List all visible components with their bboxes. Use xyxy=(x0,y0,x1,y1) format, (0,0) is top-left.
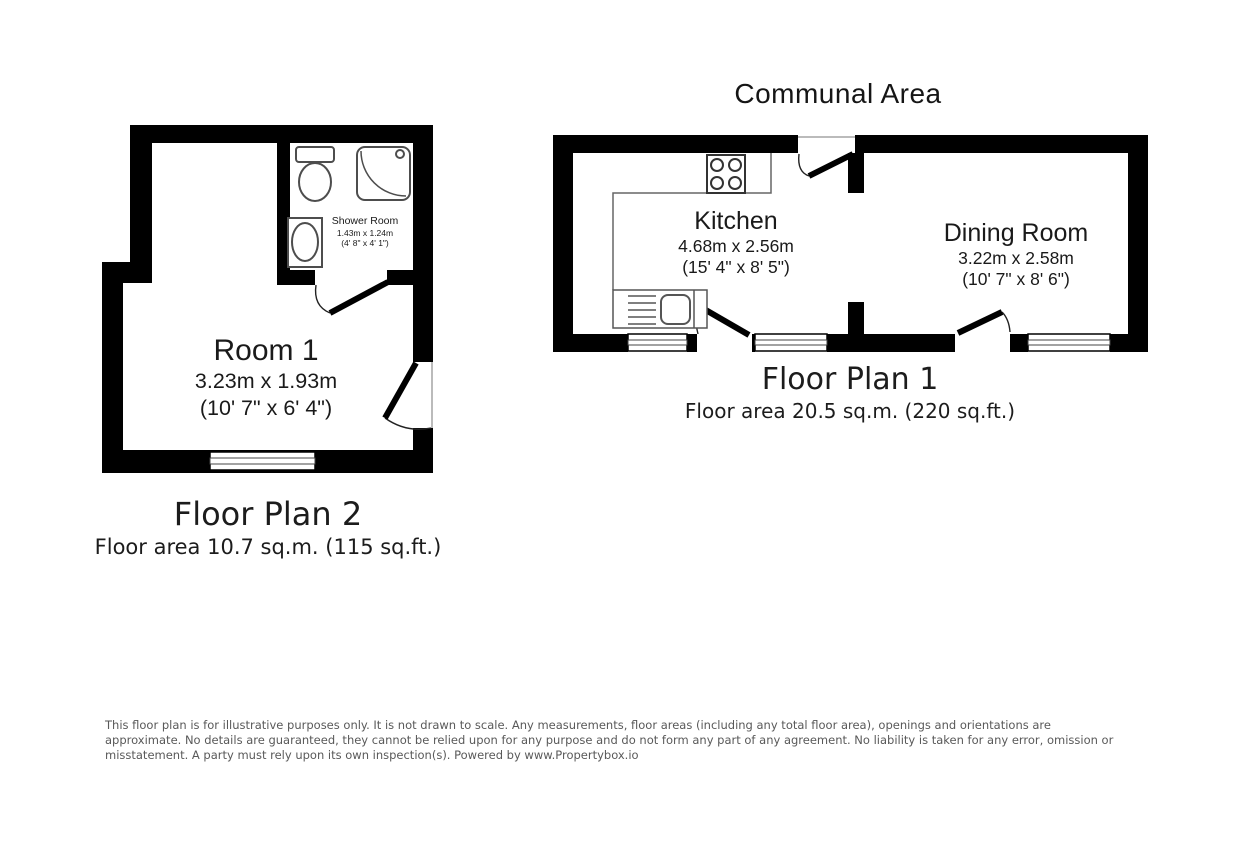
dining-window xyxy=(1028,334,1110,351)
kitchen-top-door xyxy=(799,154,853,176)
shower-room-imperial: (4' 8" x 4' 1") xyxy=(341,238,389,248)
kitchen-name: Kitchen xyxy=(694,207,778,235)
room1-window xyxy=(210,452,315,470)
dining-room-imperial: (10' 7" x 8' 6") xyxy=(962,269,1070,289)
room1-imperial: (10' 7" x 6' 4") xyxy=(199,396,333,420)
disclaimer-line-2: approximate. No details are guaranteed, they cannot be relied upon for any purpose and do not form any part of any agreement. No liability is taken for any error, omission or xyxy=(105,733,1114,747)
basin-icon xyxy=(288,218,322,267)
floor-plan-1-title-block xyxy=(650,362,1050,424)
shower-room-label xyxy=(322,215,408,248)
kitchen-label xyxy=(636,206,836,278)
floor-plan-2-title-block xyxy=(68,494,468,560)
room1-metric: 3.23m x 1.93m xyxy=(194,369,338,393)
floor-plan-2-area: Floor area 10.7 sq.m. (115 sq.ft.) xyxy=(94,535,442,559)
kitchen-window-2 xyxy=(755,334,827,351)
shower-icon xyxy=(357,147,410,200)
dining-room-label xyxy=(916,218,1116,290)
dining-door xyxy=(958,312,1010,333)
dining-room-metric: 3.22m x 2.58m xyxy=(958,248,1074,268)
kitchen-imperial: (15' 4" x 8' 5") xyxy=(682,257,790,277)
hob-icon xyxy=(707,155,745,193)
disclaimer-line-1: This floor plan is for illustrative purposes only. It is not drawn to scale. Any measurements, floor areas (including any total floor area), openings and orientations are xyxy=(105,718,1051,732)
disclaimer xyxy=(105,718,1185,763)
disclaimer-line-3: misstatement. A party must rely upon its own inspection(s). Powered by www.Propertybox.io xyxy=(105,748,639,762)
kitchen-sink-icon xyxy=(613,290,707,328)
room1-label xyxy=(146,334,386,422)
floor-plan-1-title: Floor Plan 1 xyxy=(761,362,939,397)
floor-plan-1-area: Floor area 20.5 sq.m. (220 sq.ft.) xyxy=(684,399,1016,423)
room1-name: Room 1 xyxy=(213,334,319,367)
toilet-icon xyxy=(296,147,334,201)
kitchen-window xyxy=(628,334,687,351)
kitchen-metric: 4.68m x 2.56m xyxy=(678,236,794,256)
shower-room-metric: 1.43m x 1.24m xyxy=(336,228,394,238)
shower-room-name: Shower Room xyxy=(331,215,399,227)
shower-room-door xyxy=(316,282,388,313)
room1-entry-door xyxy=(385,363,431,429)
floor-plan-2-title: Floor Plan 2 xyxy=(173,495,363,533)
dining-room-name: Dining Room xyxy=(943,219,1089,247)
floor-plan-2-drawing xyxy=(102,125,435,475)
communal-area-title: Communal Area xyxy=(734,78,942,109)
